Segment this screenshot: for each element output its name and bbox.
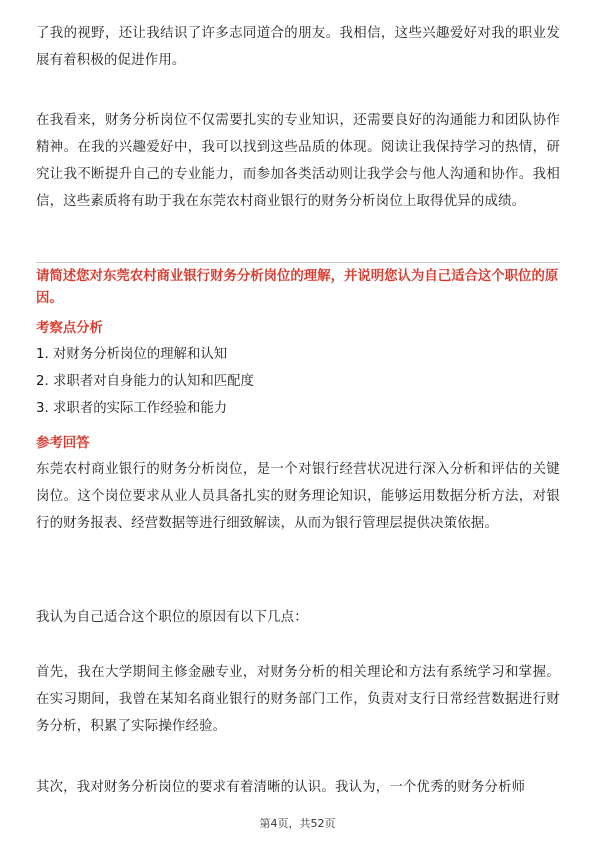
- section-divider: [36, 262, 560, 263]
- analysis-item: 2. 求职者对自身能力的认知和匹配度: [36, 374, 254, 389]
- answer-paragraph: 首先，我在大学期间主修金融专业，对财务分析的相关理论和方法有系统学习和掌握。在实习期间，我曾在某知名商业银行的财务部门工作，负责对支行日常经营数据进行财务分析，积累了实际操作经验。: [36, 665, 560, 734]
- answer-paragraph: 其次，我对财务分析岗位的要求有着清晰的认识。我认为，一个优秀的财务分析师: [36, 780, 526, 795]
- paragraph: 在我看来，财务分析岗位不仅需要扎实的专业知识，还需要良好的沟通能力和团队协作精神。在我的兴趣爱好中，我可以找到这些品质的体现。阅读让我保持学习的热情，研究让我不断提升自己的专业能力，而参加各类活动则让我学会与他人沟通和协作。我相信，这些素质将有助于我在东莞农村商业银行的财务分析岗位上取得优异的成绩。: [36, 113, 560, 209]
- answer-paragraph: 东莞农村商业银行的财务分析岗位，是一个对银行经营状况进行深入分析和评估的关键岗位。这个岗位要求从业人员具备扎实的财务理论知识，能够运用数据分析方法，对银行的财务报表、经营数据等进行细致解读，从而为银行管理层提供决策依据。: [36, 462, 560, 531]
- paragraph: 了我的视野，还让我结识了许多志同道合的朋友。我相信，这些兴趣爱好对我的职业发展有着积极的促进作用。: [36, 26, 560, 68]
- page-number: 第4页，共52页: [259, 817, 336, 830]
- answer-heading: 参考回答: [36, 436, 90, 451]
- analysis-heading: 考察点分析: [36, 321, 103, 336]
- question-text: 请简述您对东莞农村商业银行财务分析岗位的理解，并说明您认为自己适合这个职位的原因。: [36, 269, 559, 306]
- analysis-item: 3. 求职者的实际工作经验和能力: [36, 401, 228, 416]
- analysis-item: 1. 对财务分析岗位的理解和认知: [36, 347, 228, 362]
- answer-paragraph: 我认为自己适合这个职位的原因有以下几点：: [36, 610, 308, 625]
